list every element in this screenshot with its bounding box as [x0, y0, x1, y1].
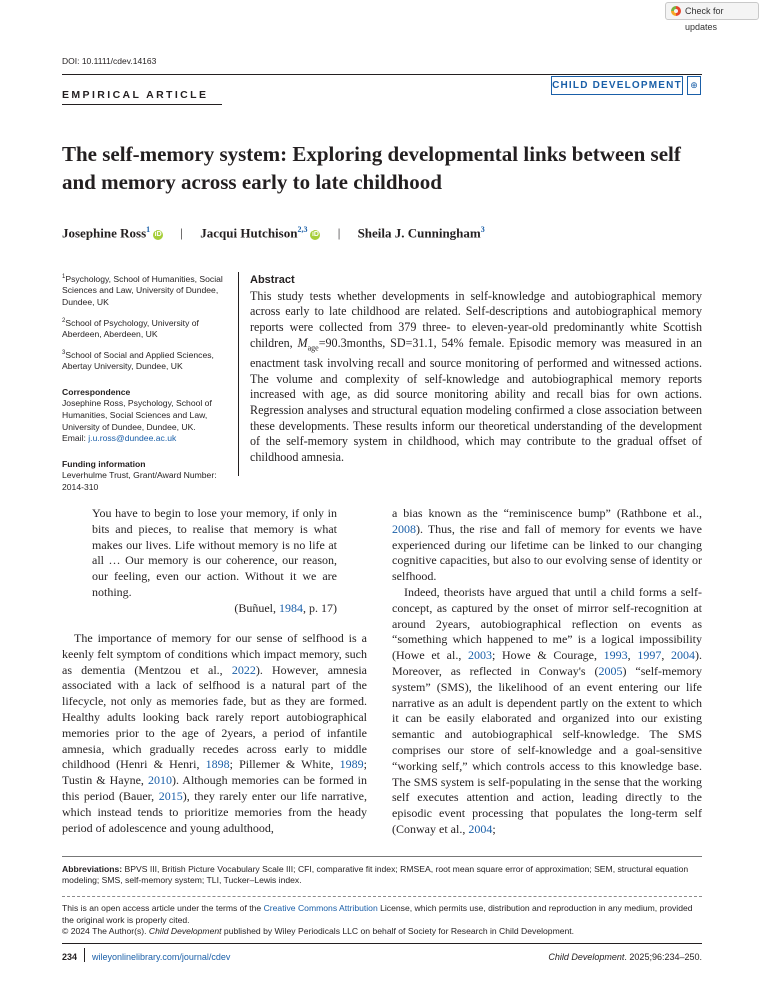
- doi: DOI: 10.1111/cdev.14163: [62, 56, 157, 66]
- email-link[interactable]: j.u.ross@dundee.ac.uk: [88, 433, 177, 444]
- crossmark-icon: [671, 6, 681, 16]
- header-rule: [62, 74, 702, 75]
- author-name: Sheila J. Cunningham: [357, 225, 481, 241]
- author-name: Josephine Ross: [62, 225, 147, 241]
- orcid-icon[interactable]: iD: [154, 231, 162, 239]
- author-name: Jacqui Hutchison: [200, 225, 298, 241]
- section-underline: [62, 104, 222, 105]
- author-affiliation[interactable]: 2,3: [297, 225, 308, 234]
- section-label: EMPIRICAL ARTICLE: [62, 89, 209, 101]
- orcid-icon[interactable]: iD: [311, 231, 319, 239]
- author-separator: |: [180, 225, 184, 241]
- check-for-updates-label: Check for updates: [685, 6, 724, 32]
- body-paragraph: Indeed, theorists have argued that until a child forms a self-concept, as captured by the onset of mirror self-recognition at around 2years, autobiographical reflection on events as “something which happened to me” is a logical impossibility (Howe et al., 2003; Howe & Courage, 1993, 1997, 2004). Moreover, as reflected in Conway's (2005) “self-memory system” (SMS), the likelihood of an event entering our life narrative as an adult is dependent partly on the extent to which it can be easily elaborated and organized into our existing semantic and autobiographical self-knowledge. The SMS comprises our store of self-knowledge and a goal-sensitive “working self,” which controls access to this knowledge base. The SMS system is self-populating in the sense that the working self executes attention and action, leading directly to the episodic event processing that populates the long-term self (Conway et al., 2004;: [392, 584, 703, 836]
- epigraph-quote: You have to begin to lose your memory, if only in bits and pieces, to realise that memory is what makes our lives. Life without memory is no life at all … Our memory is our coherence, our reason, our feeling, even our action. Without it we are nothing. (Buñuel, 1984, p. 17): [92, 506, 337, 615]
- abbreviations: Abbreviations: BPVS III, British Picture Vocabulary Scale III; CFI, comparative fit index; RMSEA, root mean square error of approximation; SEM, structural equation modeling; SMS, self-memory system; TLI, Tucker–Lewis index.: [62, 864, 689, 886]
- check-for-updates-button[interactable]: [665, 2, 759, 32]
- article-info-sidebar: [62, 272, 232, 500]
- author-separator: |: [337, 225, 341, 241]
- affiliation: $^1$Psychology, School of Humanities, Social Sciences and Law, University of Dundee, Dundee, UK: [62, 273, 223, 308]
- journal-badge[interactable]: CHILD DEVELOPMENT: [551, 76, 683, 95]
- footer-rule: [62, 943, 702, 944]
- footnote-rule: [62, 856, 702, 857]
- journal-citation: Child Development. 2025;96:234–250.: [548, 952, 702, 962]
- license-divider: [62, 896, 702, 897]
- footer-separator: [84, 948, 85, 962]
- author-list: [62, 225, 485, 241]
- article-title: The self-memory system: Exploring developmental links between self and memory across early to late childhood: [62, 142, 681, 194]
- funding-heading: Funding information: [62, 458, 146, 469]
- creative-commons-link[interactable]: Creative Commons Attribution: [263, 903, 378, 913]
- body-paragraph: a bias known as the “reminiscence bump” (Rathbone et al., 2008). Thus, the rise and fall of memory for events we have experienced during our lifetime can be linked to our changing cognitive capacities, but also to our evolving sense of identity or selfhood.: [392, 506, 702, 584]
- page-number: 234: [62, 952, 78, 962]
- journal-logo-icon: ⊕: [687, 76, 701, 95]
- affiliation: $^3$School of Social and Applied Sciences, Abertay University, Dundee, UK: [62, 349, 214, 372]
- abstract: Abstract This study tests whether developments in self-knowledge and autobiographical memory across early to late childhood are related. Self-descriptions and autobiographical memory reports were collected from 379 three- to eleven-year-old predominantly white Scottish children, $M_{age}=90.3months$, SD=31.1, 54% female. Episodic memory was measured in an enactment task involving recall and source monitoring of performed and witnessed actions. The volume and complexity of self-knowledge and autobiographical memory reports increased with age, as did source monitoring ability and recall bias for own actions. Regression analyses and structural equation modeling confirmed a close association between these developments. These results inform our theoretical understanding of the development of the self-memory system in childhood, which may contribute to the gradual offset of childhood amnesia.: [250, 274, 703, 465]
- affiliation: $^2$School of Psychology, University of Aberdeen, Aberdeen, UK: [62, 317, 199, 340]
- author-affiliation[interactable]: 3: [480, 225, 485, 234]
- body-paragraph: The importance of memory for our sense of selfhood is a keenly felt symptom of conditions which impact memory, such as dementia (Mentzou et al., 2022). However, amnesia associated with a lack of selfhood is a natural part of the lifecycle, not only as memories fade, but as they are formed. Healthy adults looking back rarely report autobiographical memories prior to the age of 2years, a period of infantile amnesia, which gradually recedes across early to middle childhood (Henri & Henri, 1898; Pillemer & White, 1989; Tustin & Hayne, 2010). Although memories can be formed in this period (Bauer, 2015), they rarely enter our life narrative, which instead tends to prioritize memories from the heady period of adolescence and young adulthood,: [62, 631, 368, 835]
- epigraph-citation: (Buñuel, 1984, p. 17): [234, 600, 337, 615]
- body-column-left: [62, 631, 367, 836]
- correspondence-heading: Correspondence: [62, 386, 131, 397]
- body-column-right: [392, 506, 702, 838]
- funding-information: Funding information Leverhulme Trust, Grant/Award Number: 2014-310: [62, 458, 217, 492]
- license-notice: This is an open access article under the terms of the Creative Commons Attribution License, which permits use, distribution and reproduction in any medium, provided the original work is properly cited. © 2024 The Author(s). Child Development published by Wiley Periodicals LLC on behalf of Society for Research in Child Development.: [62, 903, 693, 937]
- correspondence: Correspondence Josephine Ross, Psychology, School of Humanities, Social Sciences and Law, University of Dundee, Dundee, UK. Email: j.u.ross@dundee.ac.uk: [62, 386, 212, 444]
- author-affiliation[interactable]: 1: [146, 225, 151, 234]
- journal-url-link[interactable]: wileyonlinelibrary.com/journal/cdev: [92, 952, 231, 962]
- abstract-heading: Abstract: [250, 274, 295, 286]
- abstract-divider: [238, 272, 239, 476]
